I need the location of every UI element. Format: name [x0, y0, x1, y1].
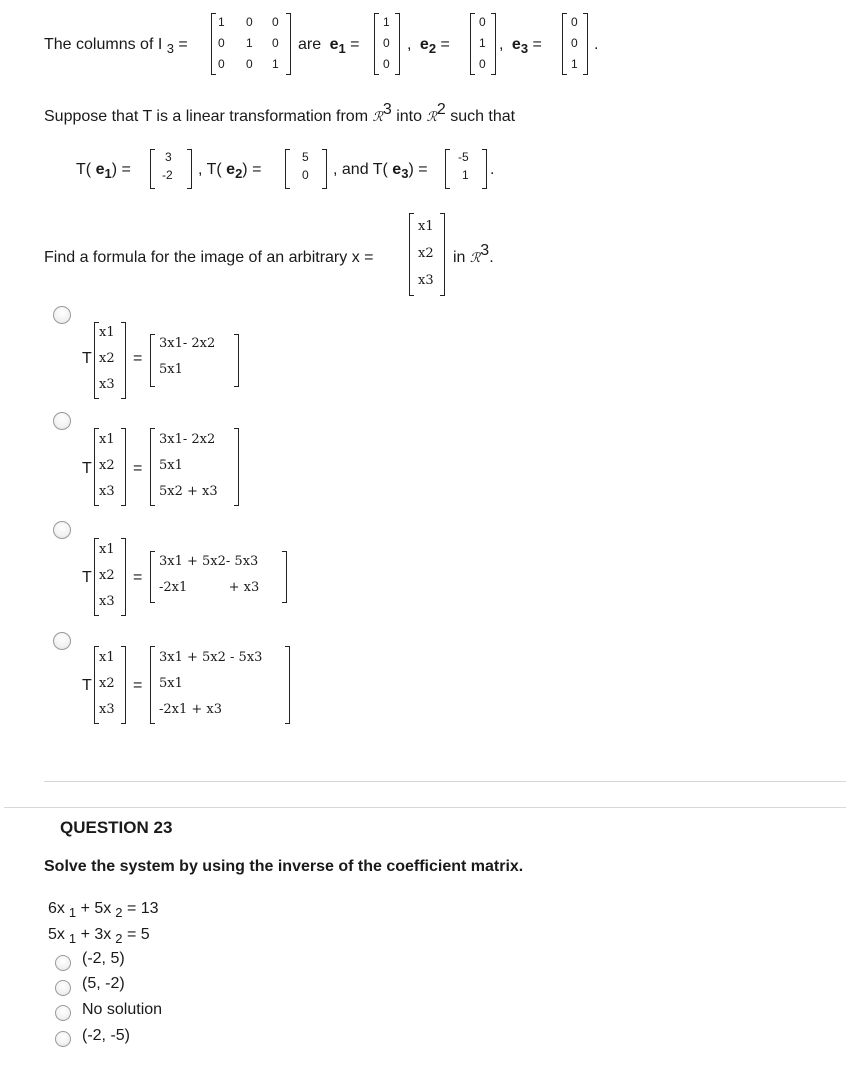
find-formula-text: Find a formula for the image of an arbitrary x = [44, 249, 374, 266]
option-b-eq: = [133, 460, 143, 477]
option-d-eq: = [133, 677, 143, 694]
identity-matrix [211, 13, 291, 75]
choice-label[interactable]: (5, -2) [82, 975, 125, 992]
real-set-symbol: ℛ [372, 110, 383, 125]
identity-cell: 0 [246, 57, 253, 71]
t-e3-label: , and T( $e_3$) = [333, 161, 428, 181]
are-text: are $e_1$ = [298, 36, 360, 56]
e3-vector: 0 0 1 [562, 13, 588, 75]
option-a-t: T [82, 350, 92, 367]
period: . [594, 36, 599, 53]
option-a-eq: = [133, 350, 143, 367]
question-heading: QUESTION 23 [60, 818, 173, 837]
identity-cell: 0 [272, 15, 279, 29]
choice-radio[interactable] [55, 1031, 71, 1047]
columns-text: The columns of I $_3$ = [44, 36, 188, 56]
identity-cell: 0 [218, 36, 225, 50]
real-set-symbol: ℛ [469, 251, 481, 266]
t-e1-label: T( $e_1$) = [76, 161, 131, 181]
option-d-rhs: 3x1 + 5x2 - 5x3 5x1 -2x1 + x3 [150, 646, 290, 724]
option-a-rhs: 3x1- 2x2 5x1 [150, 334, 239, 387]
period: . [490, 161, 495, 178]
option-a-radio[interactable] [53, 306, 71, 324]
in-r3-text: in ℛ3. [453, 242, 494, 266]
question-prompt: Solve the system by using the inverse of the coefficient matrix. [44, 858, 524, 875]
option-d-t: T [82, 677, 92, 694]
suppose-text: Suppose that T is a linear transformation from ℛ3 into ℛ2 such that [44, 101, 516, 125]
option-b-rhs: 3x1- 2x2 5x1 5x2 + x3 [150, 428, 239, 506]
x-vector: x1 x2 x3 [409, 213, 445, 296]
equation-2: 5x $_1$ + 3x $_2$ = 5 [48, 926, 150, 946]
option-c-radio[interactable] [53, 521, 71, 539]
choice-radio[interactable] [55, 955, 71, 971]
t1-vector: 3 -2 [150, 149, 192, 189]
option-a-lhs: x1 x2 x3 [94, 322, 126, 399]
choice-label[interactable]: (-2, -5) [82, 1027, 130, 1044]
choice-label[interactable]: No solution [82, 1001, 163, 1018]
t-e2-label: , T( $e_2$) = [198, 161, 262, 181]
divider [44, 781, 846, 782]
option-d-lhs: x1 x2 x3 [94, 646, 126, 724]
real-set-symbol: ℛ [426, 110, 437, 125]
e2-label: , $e_2$ = [407, 36, 450, 56]
e1-vector: 1 0 0 [374, 13, 400, 75]
t2-vector: 5 0 [285, 149, 327, 189]
option-c-eq: = [133, 569, 143, 586]
identity-cell: 0 [246, 15, 253, 29]
option-c-t: T [82, 569, 92, 586]
choice-radio[interactable] [55, 980, 71, 996]
divider [4, 807, 846, 808]
choice-label[interactable]: (-2, 5) [82, 950, 125, 967]
option-d-radio[interactable] [53, 632, 71, 650]
option-c-rhs: 3x1 + 5x2- 5x3 -2x1 + x3 [150, 551, 287, 603]
identity-cell: 1 [272, 57, 279, 71]
e3-label: , $e_3$ = [499, 36, 542, 56]
equation-1: 6x $_1$ + 5x $_2$ = 13 [48, 900, 159, 920]
identity-cell: 0 [272, 36, 279, 50]
option-b-t: T [82, 460, 92, 477]
choice-radio[interactable] [55, 1005, 71, 1021]
identity-cell: 0 [218, 57, 225, 71]
option-c-lhs: x1 x2 x3 [94, 538, 126, 616]
option-b-lhs: x1 x2 x3 [94, 428, 126, 506]
identity-cell: 1 [246, 36, 253, 50]
t3-vector: -5 1 [445, 149, 487, 189]
identity-cell: 1 [218, 15, 225, 29]
e2-vector: 0 1 0 [470, 13, 496, 75]
option-b-radio[interactable] [53, 412, 71, 430]
